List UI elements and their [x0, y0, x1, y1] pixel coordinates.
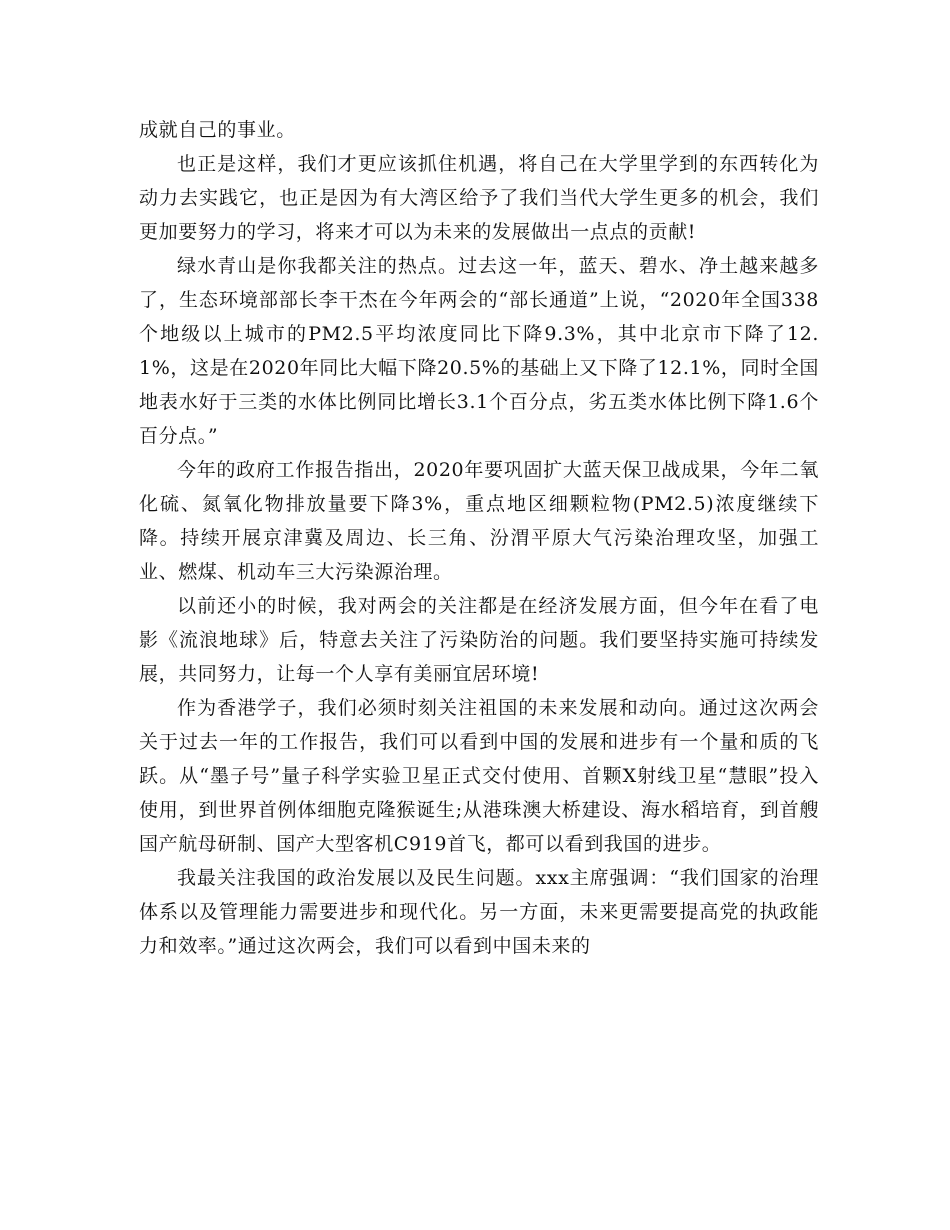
- paragraph: 今年的政府工作报告指出，2020年要巩固扩大蓝天保卫战成果，今年二氧化硫、氮氧化物排放量要下降3%，重点地区细颗粒物(PM2.5)浓度继续下降。持续开展京津冀及周边、长三角、汾渭平原大气污染治理攻坚，加强工业、燃煤、机动车三大污染源治理。: [139, 459, 819, 583]
- paragraph: 我最关注我国的政治发展以及民生问题。xxx主席强调：“我们国家的治理体系以及管理能力需要进步和现代化。另一方面，未来更需要提高党的执政能力和效率。”通过这次两会，我们可以看到中国未来的: [139, 867, 819, 957]
- paragraph: 绿水青山是你我都关注的热点。过去这一年，蓝天、碧水、净土越来越多了，生态环境部部长李干杰在今年两会的“部长通道”上说，“2020年全国338个地级以上城市的PM2.5平均浓度同比下降9.3%，其中北京市下降了12.1%，这是在2020年同比大幅下降20.5%的基础上又下降了12.1%，同时全国地表水好于三类的水体比例同比增长3.1个百分点，劣五类水体比例下降1.6个百分点。”: [139, 255, 819, 447]
- document-body: [139, 113, 819, 963]
- paragraph: 也正是这样，我们才更应该抓住机遇，将自己在大学里学到的东西转化为动力去实践它，也正是因为有大湾区给予了我们当代大学生更多的机会，我们更加要努力的学习，将来才可以为未来的发展做出一点点的贡献!: [139, 153, 819, 243]
- paragraph: 成就自己的事业。: [139, 119, 296, 141]
- paragraph: 以前还小的时候，我对两会的关注都是在经济发展方面，但今年在看了电影《流浪地球》后，特意去关注了污染防治的问题。我们要坚持实施可持续发展，共同努力，让每一个人享有美丽宜居环境!: [139, 595, 819, 685]
- paragraph: 作为香港学子，我们必须时刻关注祖国的未来发展和动向。通过这次两会关于过去一年的工作报告，我们可以看到中国的发展和进步有一个量和质的飞跃。从“墨子号”量子科学实验卫星正式交付使用、首颗X射线卫星“慧眼”投入使用，到世界首例体细胞克隆猴诞生;从港珠澳大桥建设、海水稻培育，到首艘国产航母研制、国产大型客机C919首飞，都可以看到我国的进步。: [139, 697, 819, 855]
